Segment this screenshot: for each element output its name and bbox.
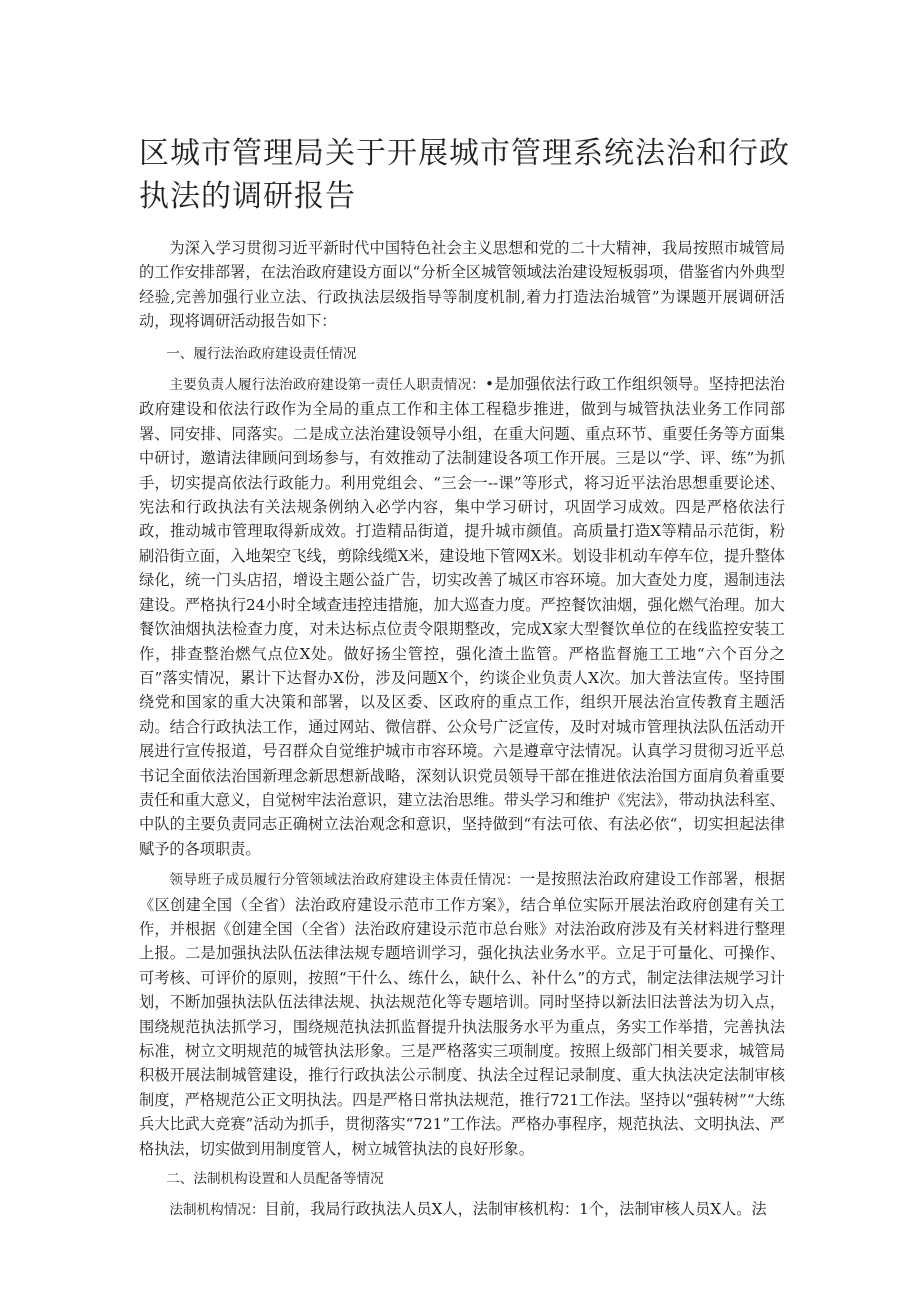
section2-paragraph-1 bbox=[139, 1197, 785, 1222]
section-heading-2: 二、法制机构设置和人员配备等情况 bbox=[166, 1171, 384, 1188]
paragraph-lead: 法制机构情况： bbox=[169, 1202, 265, 1219]
intro-paragraph: 为深入学习贯彻习近平新时代中国特色社会主义思想和党的二十大精神，我局按照市城管局的工作安排部署，在法治政府建设方面以“分析全区城管领域法治建设短板弱项，借鉴省内外典型经验,完善加强行业立法、行政执法层级指导等制度机制,着力打造法治城管”为课题开展调研活动，现将调研活动报告如下： bbox=[139, 239, 785, 331]
section1-paragraph-2 bbox=[139, 867, 785, 1161]
section-heading-1: 一、履行法治政府建设责任情况 bbox=[166, 345, 357, 362]
document-title: 区城市管理局关于开展城市管理系统法治和行政执法的调研报告 bbox=[139, 136, 790, 214]
paragraph-lead: 领导班子成员履行分管领域法治政府建设主体责任情况： bbox=[169, 872, 520, 889]
paragraph-body: 一是按照法治政府建设工作部署，根据《区创建全国（全省）法治政府建设示范市工作方案》，结合单位实际开展法治政府创建有关工作，并根据《创建全国（全省）法治政府建设示范市总台账》对法治政府涉及有关材料进行整理上报。二是加强执法队伍法律法规专题培训学习，强化执法业务水平。立足于可量化、可操作、可考核、可评价的原则，按照“干什么、练什么，缺什么、补什么”的方式，制定法律法规学习计划，不断加强执法队伍法律法规、执法规范化等专题培训。同时坚持以新法旧法普法为切入点，围绕规范执法抓学习，围绕规范执法抓监督提升执法服务水平为重点，务实工作举措，完善执法标准，树立文明规范的城管执法形象。三是严格落实三项制度。按照上级部门相关要求，城管局积极开展法制城管建设，推行行政执法公示制度、执法全过程记录制度、重大执法决定法制审核制度，严格规范公正文明执法。四是严格日常执法规范，推行721工作法。坚持以“强转树”“大练兵大比武大竞赛”活动为抓手，贯彻落实“721”工作法。严格办事程序，规范执法、文明执法、严格执法，切实做到用制度管人，树立城管执法的良好形象。 bbox=[139, 870, 786, 1158]
paragraph-body: 目前，我局行政执法人员X人，法制审核机构：1个，法制审核人员X人。法 bbox=[264, 1200, 767, 1219]
document-body bbox=[139, 236, 785, 1223]
section1-paragraph-1 bbox=[139, 372, 785, 861]
paragraph-lead: 主要负责人履行法治政府建设第一责任人职责情况： bbox=[169, 377, 486, 394]
paragraph-body: •是加强依法行政工作组织领导。坚持把法治政府建设和依法行政作为全局的重点工作和主体工程稳步推进，做到与城管执法业务工作同部署、同安排、同落实。二是成立法治建设领导小组，在重大问题、重点环节、重要任务等方面集中研讨，邀请法律顾问到场参与，有效推动了法制建设各项工作开展。三是以“学、评、练”为抓手，切实提高依法行政能力。利用党组会、“三会一--课”等形式，将习近平法治思想重要论述、宪法和行政执法有关法规条例纳入必学内容，集中学习研讨，巩固学习成效。四是严格依法行政，推动城市管理取得新成效。打造精品街道，提升城市颜值。高质量打造X等精品示范街，粉刷沿街立面，入地架空飞线，剪除线缆X米，建设地下管网X米。划设非机动车停车位，提升整体绿化，统一门头店招，增设主题公益广告，切实改善了城区市容环境。加大查处力度，遏制违法建设。严格执行24小时全域查违控违措施，加大巡查力度。严控餐饮油烟，强化燃气治理。加大餐饮油烟执法检查力度，对未达标点位责令限期整改，完成X家大型餐饮单位的在线监控安装工作，排查整治燃气点位X处。做好扬尘管控，强化渣土监管。严格监督施工工地“六个百分之百”落实情况，累计下达督办X份，涉及问题X个，约谈企业负责人X次。加大普法宣传。坚持围绕党和国家的重大决策和部署，以及区委、区政府的重点工作，组织开展法治宣传教育主题活动。结合行政执法工作，通过网站、微信群、公众号广泛宣传，及时对城市管理执法队伍活动开展进行宣传报道，号召群众自觉维护城市市容环境。六是遵章守法情况。认真学习贯彻习近平总书记全面依法治国新理念新思想新战略，深刻认识党员领导干部在推进依法治国方面肩负着重要责任和重大意义，自觉树牢法治意识，建立法治思维。带头学习和维护《宪法》，带动执法科室、中队的主要负责同志正确树立法治观念和意识，坚持做到“有法可依、有法必依“，切实担起法律赋予的各项职责。 bbox=[139, 375, 785, 858]
